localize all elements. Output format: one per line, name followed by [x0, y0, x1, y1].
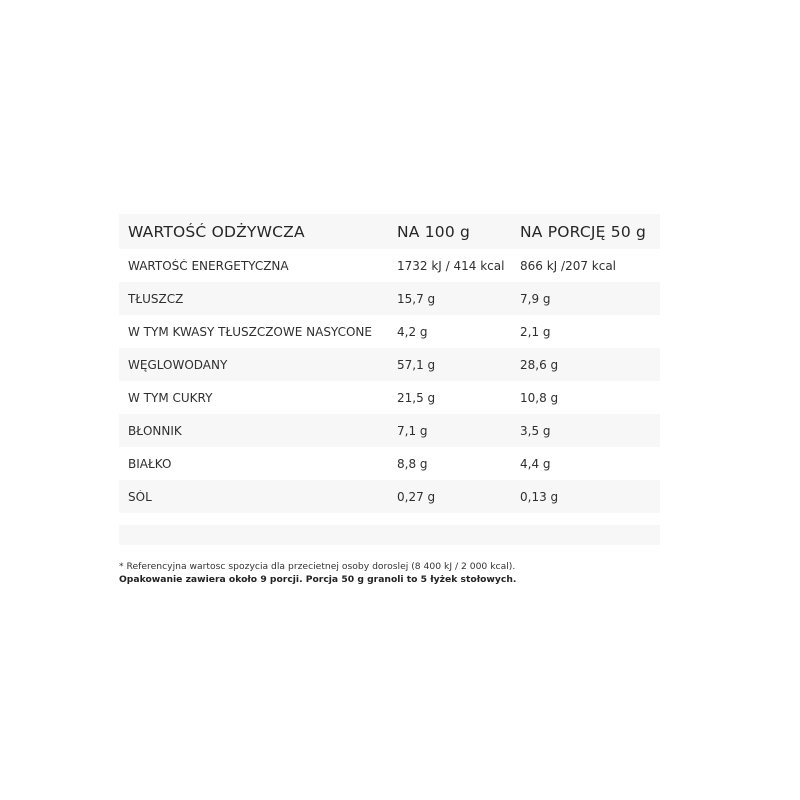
value-per-portion: 2,1 g [520, 324, 551, 339]
table-row [119, 249, 660, 282]
value-per-portion: 0,13 g [520, 489, 559, 504]
value-per-100g: 57,1 g [397, 357, 436, 372]
table-row [119, 282, 660, 315]
value-per-100g: 7,1 g [397, 423, 428, 438]
table-row [119, 414, 660, 447]
nutrient-name: WĘGLOWODANY [128, 357, 228, 372]
value-per-portion: 10,8 g [520, 390, 559, 405]
footnotes [119, 560, 679, 586]
value-per-100g: 15,7 g [397, 291, 436, 306]
table-header [119, 214, 660, 249]
table-empty-row [119, 525, 660, 545]
nutrient-name: BIAŁKO [128, 456, 172, 471]
value-per-portion: 4,4 g [520, 456, 551, 471]
nutrient-name: WARTOŚĆ ENERGETYCZNA [128, 258, 289, 273]
header-per-100g: NA 100 g [397, 222, 471, 241]
nutrient-name: W TYM KWASY TŁUSZCZOWE NASYCONE [128, 324, 372, 339]
nutrient-name: SÓL [128, 489, 152, 504]
nutrient-name: W TYM CUKRY [128, 390, 213, 405]
portion-note: Opakowanie zawiera około 9 porcji. Porcja 50 g granoli to 5 łyżek stołowych. [119, 574, 517, 585]
reference-footnote: * Referencyjna wartosc spozycia dla przecietnej osoby doroslej (8 400 kJ / 2 000 kcal). [119, 561, 516, 572]
table-row [119, 315, 660, 348]
table-row [119, 447, 660, 480]
value-per-100g: 0,27 g [397, 489, 436, 504]
table-row [119, 348, 660, 381]
table-row [119, 381, 660, 414]
value-per-100g: 1732 kJ / 414 kcal [397, 258, 505, 273]
value-per-portion: 866 kJ /207 kcal [520, 258, 617, 273]
table-row [119, 480, 660, 513]
header-per-portion: NA PORCJĘ 50 g [520, 222, 647, 241]
value-per-100g: 4,2 g [397, 324, 428, 339]
value-per-100g: 8,8 g [397, 456, 428, 471]
nutrient-name: BŁONNIK [128, 423, 182, 438]
nutrient-name: TŁUSZCZ [128, 291, 184, 306]
value-per-portion: 3,5 g [520, 423, 551, 438]
value-per-100g: 21,5 g [397, 390, 436, 405]
nutrition-table [119, 214, 660, 545]
header-nutrient: WARTOŚĆ ODŻYWCZA [128, 222, 305, 241]
value-per-portion: 7,9 g [520, 291, 551, 306]
value-per-portion: 28,6 g [520, 357, 559, 372]
